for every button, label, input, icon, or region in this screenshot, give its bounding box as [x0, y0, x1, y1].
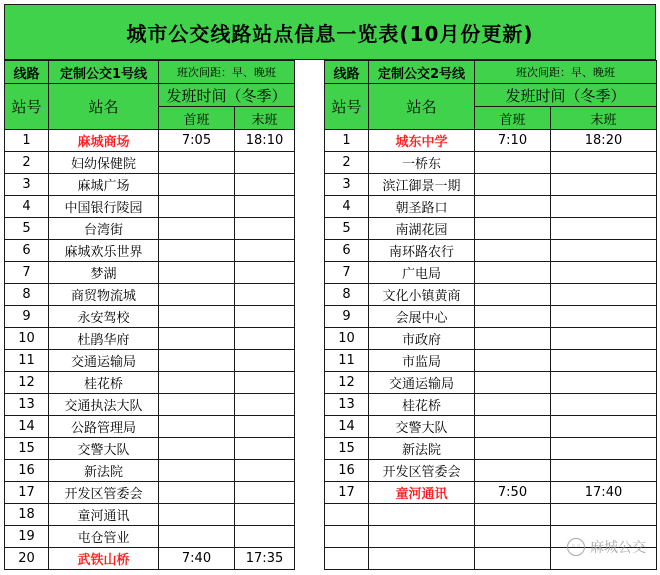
schedule-header: 发班时间（冬季） [475, 84, 657, 107]
table-row [325, 152, 657, 174]
table-row [5, 438, 295, 460]
stop-name: 台湾街 [49, 218, 159, 240]
last-bus-time [551, 328, 657, 350]
table-row [325, 130, 657, 152]
stop-name-header: 站名 [49, 84, 159, 130]
last-bus-time [235, 438, 295, 460]
watermark-text: 麻城公交 [590, 540, 646, 556]
table-row [5, 416, 295, 438]
table-row [5, 482, 295, 504]
last-bus-time [551, 306, 657, 328]
first-bus-time [475, 152, 551, 174]
stop-number: 15 [325, 438, 369, 460]
table-row [325, 460, 657, 482]
first-bus-header: 首班 [159, 107, 235, 130]
page-title: 城市公交线路站点信息一览表(10月份更新) [4, 4, 656, 60]
stop-name: 交通运输局 [369, 372, 475, 394]
last-bus-time [235, 196, 295, 218]
stop-number: 10 [325, 328, 369, 350]
stop-number: 6 [5, 240, 49, 262]
last-bus-time [551, 438, 657, 460]
line-label: 线路 [325, 61, 369, 84]
schedule-header: 发班时间（冬季） [159, 84, 295, 107]
stop-number: 1 [325, 130, 369, 152]
stop-number [325, 526, 369, 548]
stop-number: 14 [325, 416, 369, 438]
first-bus-time [475, 328, 551, 350]
first-bus-time [475, 350, 551, 372]
first-bus-time [475, 218, 551, 240]
last-bus-time [235, 372, 295, 394]
first-bus-time [475, 306, 551, 328]
stop-number: 18 [5, 504, 49, 526]
table-row [325, 394, 657, 416]
stop-number: 3 [5, 174, 49, 196]
last-bus-time [551, 460, 657, 482]
watermark [567, 537, 646, 557]
stop-number: 7 [325, 262, 369, 284]
stop-name: 麻城商场 [49, 130, 159, 152]
last-bus-time [551, 284, 657, 306]
table-row [5, 152, 295, 174]
stop-name: 童河通讯 [369, 482, 475, 504]
stop-number: 2 [5, 152, 49, 174]
stop-name: 城东中学 [369, 130, 475, 152]
stop-name: 麻城广场 [49, 174, 159, 196]
first-bus-time [475, 240, 551, 262]
last-bus-time [551, 372, 657, 394]
stop-number: 5 [5, 218, 49, 240]
first-bus-time [475, 262, 551, 284]
stop-name: 市政府 [369, 328, 475, 350]
first-bus-time [159, 482, 235, 504]
stop-name: 会展中心 [369, 306, 475, 328]
table-row [325, 196, 657, 218]
stop-number: 11 [325, 350, 369, 372]
interval-label: 班次间距：早、晚班 [159, 61, 295, 84]
last-bus-time: 17:40 [551, 482, 657, 504]
stop-name: 商贸物流城 [49, 284, 159, 306]
stop-name: 交通执法大队 [49, 394, 159, 416]
stop-number: 20 [5, 548, 49, 570]
stop-name [369, 548, 475, 570]
stop-name: 梦湖 [49, 262, 159, 284]
table-row [325, 174, 657, 196]
last-bus-time [551, 174, 657, 196]
route-1-table [4, 60, 295, 570]
stop-number: 13 [325, 394, 369, 416]
last-bus-time [235, 482, 295, 504]
table-row [325, 438, 657, 460]
first-bus-time: 7:05 [159, 130, 235, 152]
last-bus-time [235, 504, 295, 526]
table-row [5, 174, 295, 196]
last-bus-time [551, 152, 657, 174]
first-bus-time [159, 240, 235, 262]
stop-name: 桂花桥 [369, 394, 475, 416]
table-row [325, 372, 657, 394]
stop-number: 1 [5, 130, 49, 152]
first-bus-time [159, 438, 235, 460]
first-bus-time [159, 372, 235, 394]
first-bus-time [159, 416, 235, 438]
first-bus-time [159, 328, 235, 350]
stop-number: 12 [5, 372, 49, 394]
last-bus-time [235, 416, 295, 438]
stop-name: 文化小镇黄商 [369, 284, 475, 306]
table-row [5, 218, 295, 240]
stop-name: 南湖花园 [369, 218, 475, 240]
first-bus-time [159, 218, 235, 240]
stop-number: 16 [5, 460, 49, 482]
stop-name: 武铁山桥 [49, 548, 159, 570]
stop-number: 4 [325, 196, 369, 218]
last-bus-time [551, 262, 657, 284]
table-row [5, 372, 295, 394]
stop-name [369, 526, 475, 548]
stop-number: 12 [325, 372, 369, 394]
stop-name: 公路管理局 [49, 416, 159, 438]
table-row [5, 240, 295, 262]
first-bus-time [475, 174, 551, 196]
table-row [325, 350, 657, 372]
stop-name: 交警大队 [369, 416, 475, 438]
stop-name: 广电局 [369, 262, 475, 284]
last-bus-time: 18:10 [235, 130, 295, 152]
table-row [5, 306, 295, 328]
first-bus-time [475, 372, 551, 394]
first-bus-time [159, 350, 235, 372]
first-bus-time [475, 460, 551, 482]
last-bus-time [235, 350, 295, 372]
stop-number: 19 [5, 526, 49, 548]
last-bus-time: 18:20 [551, 130, 657, 152]
stop-number: 17 [5, 482, 49, 504]
table-row [325, 504, 657, 526]
last-bus-header: 末班 [235, 107, 295, 130]
table-row [325, 328, 657, 350]
stop-number [325, 504, 369, 526]
stop-number: 17 [325, 482, 369, 504]
first-bus-time [475, 284, 551, 306]
first-bus-time [475, 548, 551, 570]
last-bus-time [235, 394, 295, 416]
first-bus-time [159, 152, 235, 174]
stop-no-header: 站号 [325, 84, 369, 130]
stop-name: 开发区管委会 [369, 460, 475, 482]
first-bus-time: 7:50 [475, 482, 551, 504]
last-bus-time [235, 526, 295, 548]
first-bus-time [159, 174, 235, 196]
first-bus-time: 7:40 [159, 548, 235, 570]
stop-name: 新法院 [49, 460, 159, 482]
last-bus-time [235, 328, 295, 350]
stop-name: 童河通讯 [49, 504, 159, 526]
table-row [5, 460, 295, 482]
last-bus-time [551, 350, 657, 372]
first-bus-time [475, 394, 551, 416]
stop-number: 7 [5, 262, 49, 284]
last-bus-time [235, 240, 295, 262]
first-bus-time [475, 416, 551, 438]
line-label: 线路 [5, 61, 49, 84]
table-row [5, 526, 295, 548]
last-bus-time [235, 284, 295, 306]
stop-number: 2 [325, 152, 369, 174]
stop-name: 桂花桥 [49, 372, 159, 394]
last-bus-time [551, 504, 657, 526]
first-bus-time [475, 526, 551, 548]
stop-name: 中国银行陵园 [49, 196, 159, 218]
route-name: 定制公交1号线 [49, 61, 159, 84]
table-row [325, 218, 657, 240]
table-row [325, 240, 657, 262]
stop-name [369, 504, 475, 526]
route-name: 定制公交2号线 [369, 61, 475, 84]
stop-number: 4 [5, 196, 49, 218]
first-bus-time [475, 438, 551, 460]
table-row [325, 416, 657, 438]
first-bus-time [159, 306, 235, 328]
stop-name: 麻城欢乐世界 [49, 240, 159, 262]
stop-name: 屯仓管业 [49, 526, 159, 548]
last-bus-time [235, 174, 295, 196]
stop-name: 新法院 [369, 438, 475, 460]
table-row [5, 394, 295, 416]
stop-number: 15 [5, 438, 49, 460]
first-bus-time [159, 504, 235, 526]
first-bus-time [159, 526, 235, 548]
table-row [325, 262, 657, 284]
first-bus-time [159, 394, 235, 416]
first-bus-time [475, 196, 551, 218]
stop-number [325, 548, 369, 570]
stop-number: 8 [5, 284, 49, 306]
last-bus-time [551, 218, 657, 240]
table-row [5, 548, 295, 570]
stop-name-header: 站名 [369, 84, 475, 130]
stop-number: 10 [5, 328, 49, 350]
last-bus-time [551, 196, 657, 218]
last-bus-time [551, 416, 657, 438]
stop-name: 市监局 [369, 350, 475, 372]
route-2-table [324, 60, 657, 570]
first-bus-time [475, 504, 551, 526]
last-bus-time [235, 460, 295, 482]
table-row [5, 284, 295, 306]
last-bus-time: 17:35 [235, 548, 295, 570]
stop-number: 9 [325, 306, 369, 328]
stop-name: 滨江御景一期 [369, 174, 475, 196]
last-bus-time [235, 306, 295, 328]
interval-label: 班次间距：早、晚班 [475, 61, 657, 84]
table-row [5, 328, 295, 350]
stop-name: 杜鹃华府 [49, 328, 159, 350]
last-bus-time [235, 262, 295, 284]
last-bus-header: 末班 [551, 107, 657, 130]
stop-name: 朝圣路口 [369, 196, 475, 218]
stop-name: 交通运输局 [49, 350, 159, 372]
first-bus-time [159, 262, 235, 284]
last-bus-time [235, 218, 295, 240]
stop-number: 14 [5, 416, 49, 438]
stop-number: 16 [325, 460, 369, 482]
stop-name: 南环路农行 [369, 240, 475, 262]
table-row [325, 306, 657, 328]
stop-number: 11 [5, 350, 49, 372]
first-bus-time: 7:10 [475, 130, 551, 152]
table-row [5, 262, 295, 284]
stop-number: 3 [325, 174, 369, 196]
first-bus-time [159, 284, 235, 306]
stop-name: 交警大队 [49, 438, 159, 460]
stop-name: 永安驾校 [49, 306, 159, 328]
stop-number: 8 [325, 284, 369, 306]
table-row [5, 196, 295, 218]
table-row [5, 130, 295, 152]
last-bus-time [551, 394, 657, 416]
table-row [325, 284, 657, 306]
first-bus-time [159, 460, 235, 482]
stop-name: 一桥东 [369, 152, 475, 174]
last-bus-time [551, 240, 657, 262]
stop-number: 6 [325, 240, 369, 262]
stop-name: 开发区管委会 [49, 482, 159, 504]
stop-no-header: 站号 [5, 84, 49, 130]
stop-number: 9 [5, 306, 49, 328]
table-row [5, 350, 295, 372]
last-bus-time [235, 152, 295, 174]
table-row [325, 482, 657, 504]
stop-name: 妇幼保健院 [49, 152, 159, 174]
table-gap [294, 60, 324, 570]
route-2-rows [325, 130, 657, 570]
first-bus-time [159, 196, 235, 218]
wechat-icon: ◦◦ [567, 538, 585, 556]
table-row [5, 504, 295, 526]
stop-number: 5 [325, 218, 369, 240]
stop-number: 13 [5, 394, 49, 416]
first-bus-header: 首班 [475, 107, 551, 130]
route-1-rows [5, 130, 295, 570]
